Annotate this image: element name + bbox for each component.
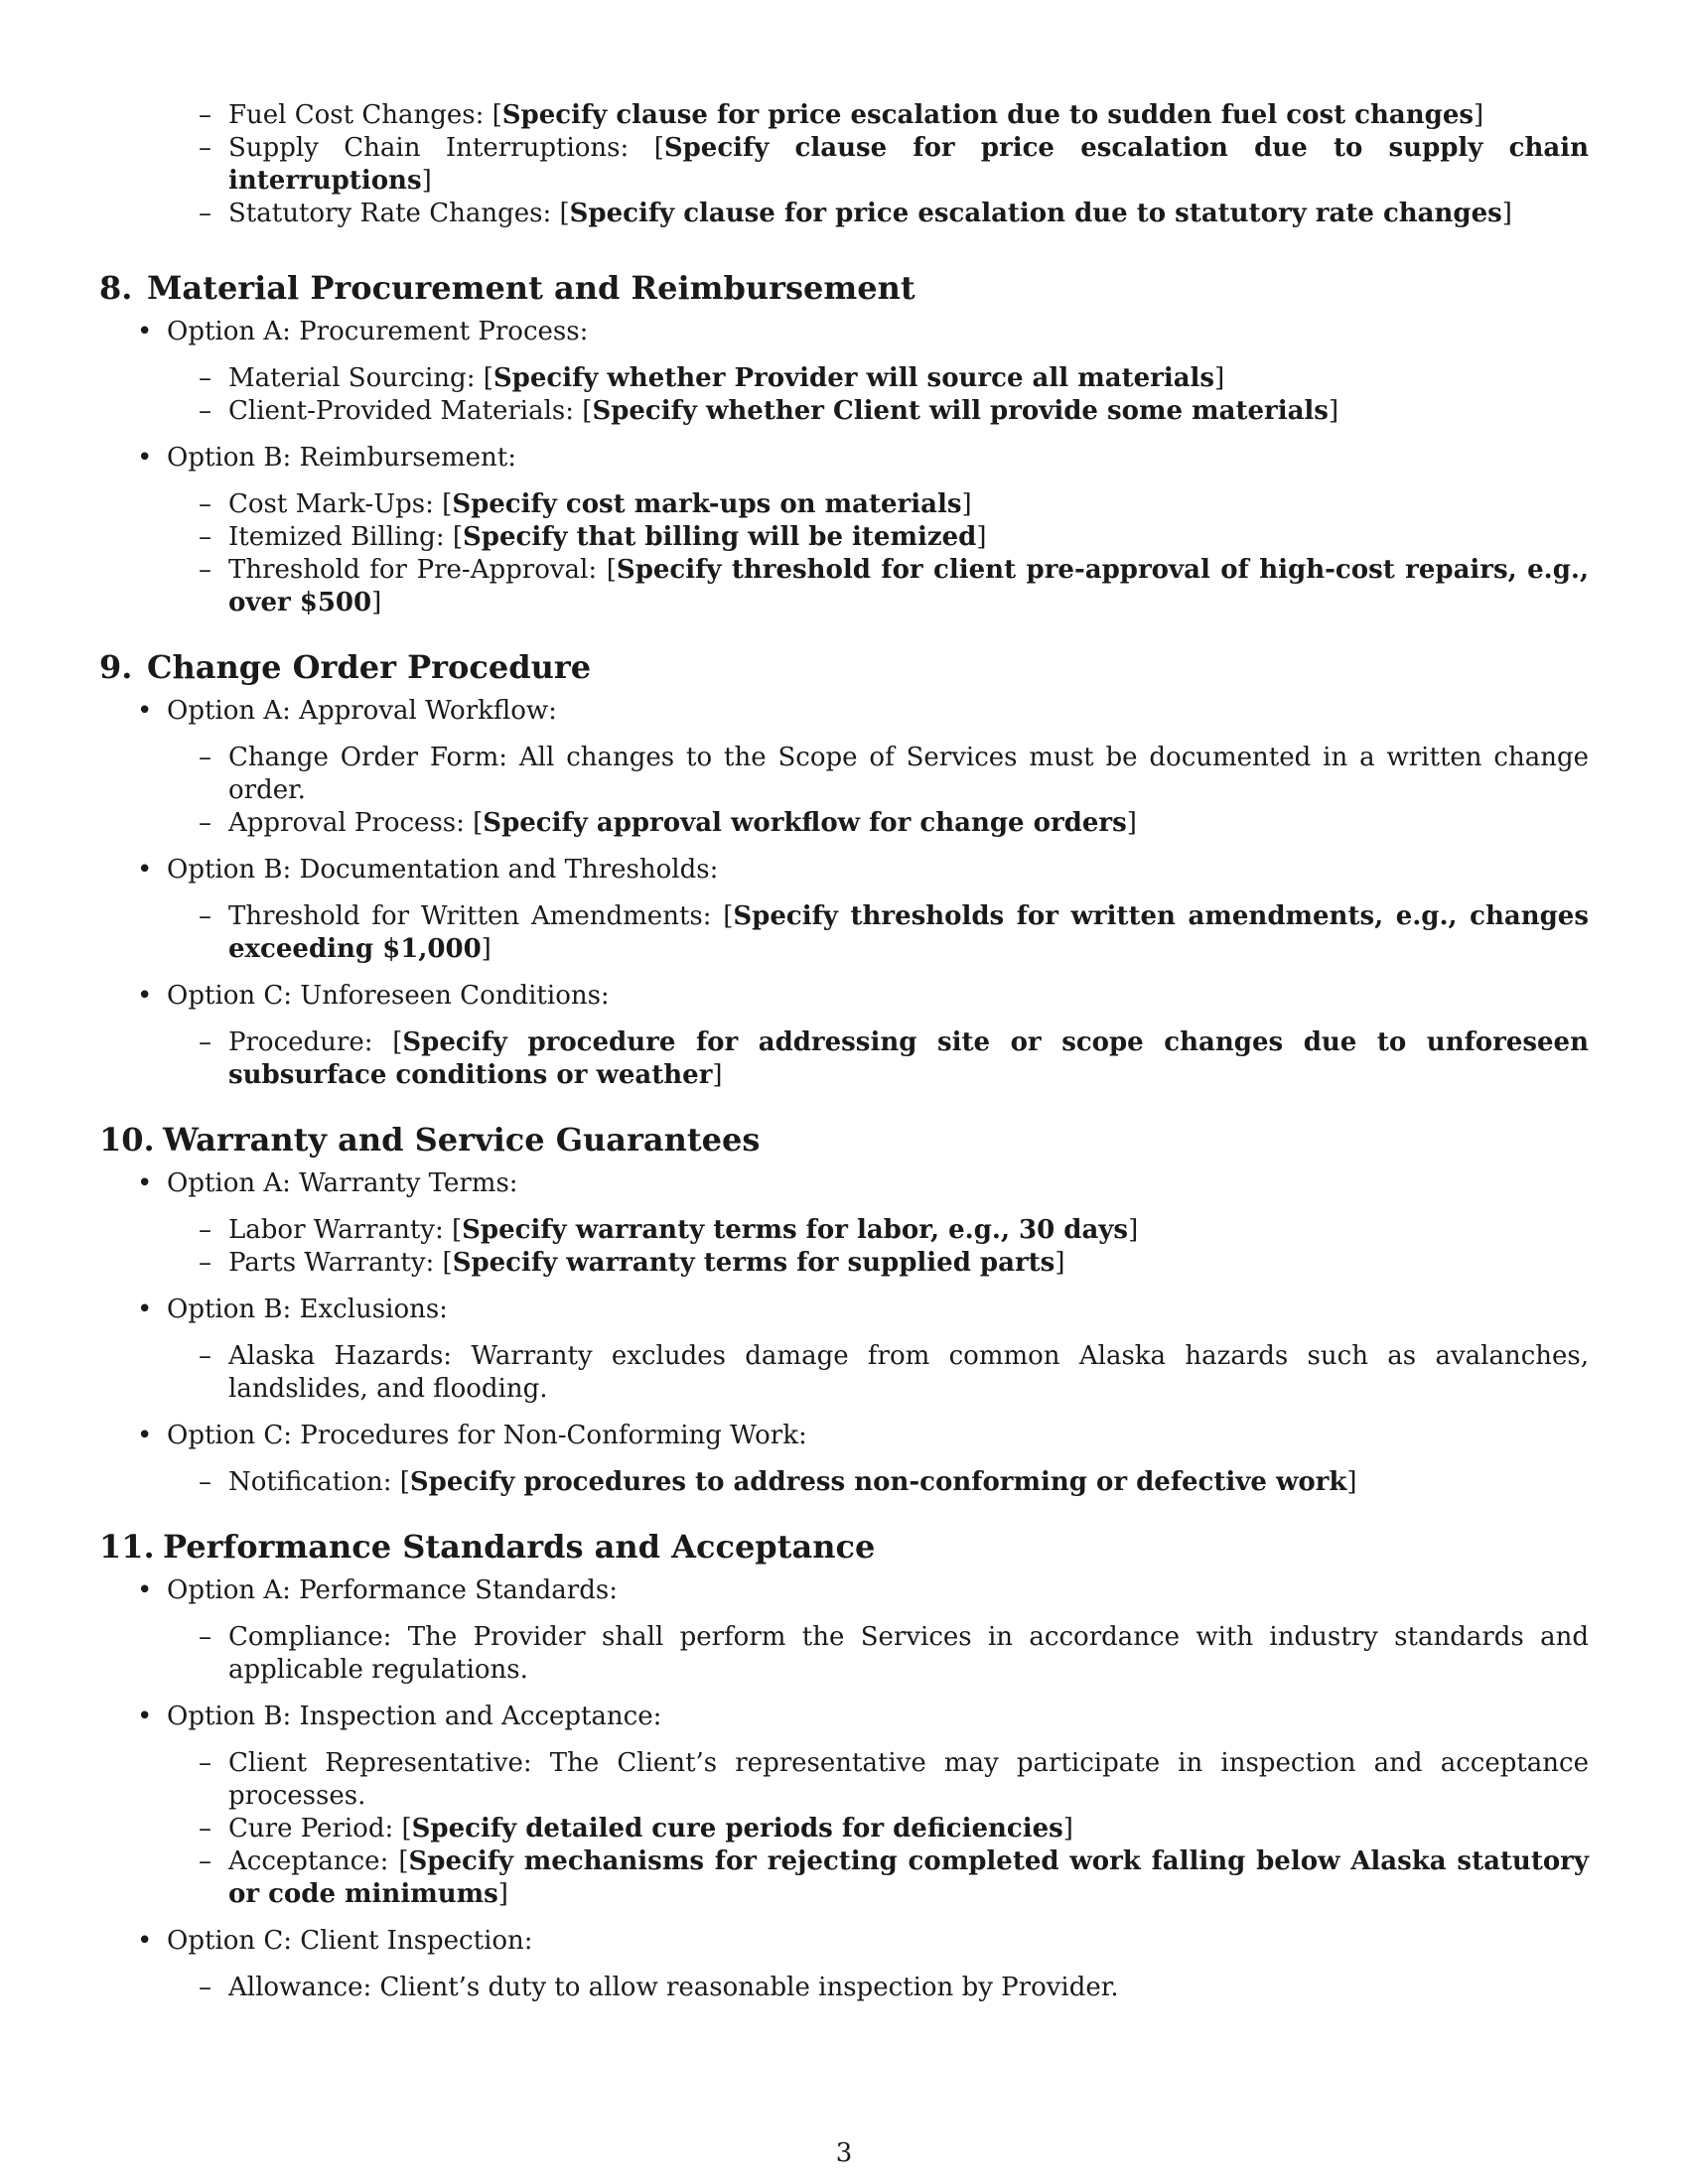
option-item (167, 1701, 1589, 1911)
option-list (99, 1167, 1589, 1499)
option-label: • Option C: Unforeseen Conditions: (167, 981, 610, 1011)
list-item: – Notification: [Specify procedures to address non-conforming or defective work] (228, 1466, 1589, 1499)
sub-list (167, 1466, 1589, 1499)
list-item: – Client Representative: The Client’s representative may participate in inspection and acceptance processes. (228, 1747, 1589, 1813)
option-label: • Option A: Procurement Process: (167, 317, 589, 346)
sub-list (167, 1214, 1589, 1280)
sub-list (167, 1026, 1589, 1092)
list-item: – Allowance: Client’s duty to allow reasonable inspection by Provider. (228, 1972, 1589, 2004)
list-item: – Change Order Form: All changes to the Scope of Services must be documented in a written change order. (228, 742, 1589, 807)
option-label: • Option B: Reimbursement: (167, 443, 516, 473)
section-8 (99, 268, 1589, 619)
option-item (167, 854, 1589, 966)
list-item: – Fuel Cost Changes: [Specify clause for price escalation due to sudden fuel cost changes] (228, 99, 1589, 132)
option-label: • Option C: Client Inspection: (167, 1926, 533, 1956)
option-item (167, 980, 1589, 1092)
sub-list (167, 1621, 1589, 1687)
option-label: • Option C: Procedures for Non-Conforming Work: (167, 1421, 807, 1450)
list-item: – Material Sourcing: [Specify whether Provider will source all materials] (228, 362, 1589, 395)
option-list (99, 695, 1589, 1092)
sub-list (167, 362, 1589, 428)
option-label: • Option B: Exclusions: (167, 1295, 448, 1324)
sub-list (167, 1340, 1589, 1406)
section-heading: 8. Material Procurement and Reimbursement (99, 269, 915, 307)
list-item: – Compliance: The Provider shall perform the Services in accordance with industry standards and applicable regulations. (228, 1621, 1589, 1687)
section-heading: 9. Change Order Procedure (99, 648, 592, 686)
list-item: – Labor Warranty: [Specify warranty terms for labor, e.g., 30 days] (228, 1214, 1589, 1247)
list-item: – Parts Warranty: [Specify warranty terms for supplied parts] (228, 1247, 1589, 1280)
list-item: – Procedure: [Specify procedure for addressing site or scope changes due to unforeseen subsurface conditions or weather] (228, 1026, 1589, 1092)
sub-list (167, 742, 1589, 840)
option-item (167, 1294, 1589, 1406)
option-item (167, 1574, 1589, 1687)
option-item (167, 442, 1589, 619)
sub-list (167, 900, 1589, 966)
option-label: • Option A: Performance Standards: (167, 1575, 618, 1605)
list-item: – Cost Mark-Ups: [Specify cost mark-ups on materials] (228, 488, 1589, 521)
option-item (167, 316, 1589, 428)
list-item: – Acceptance: [Specify mechanisms for rejecting completed work falling below Alaska statutory or code minimums] (228, 1845, 1589, 1911)
section-10 (99, 1120, 1589, 1499)
section-11 (99, 1527, 1589, 2004)
option-item (167, 1420, 1589, 1499)
page-number: 3 (835, 2138, 853, 2168)
option-item (167, 1167, 1589, 1280)
section-heading: 10. Warranty and Service Guarantees (99, 1121, 761, 1159)
sub-list (167, 1972, 1589, 2004)
section-9 (99, 647, 1589, 1092)
option-list (99, 1574, 1589, 2004)
option-item (167, 695, 1589, 840)
option-label: • Option B: Documentation and Thresholds: (167, 855, 719, 885)
option-label: • Option B: Inspection and Acceptance: (167, 1702, 662, 1731)
list-item: – Statutory Rate Changes: [Specify clause for price escalation due to statutory rate changes] (228, 198, 1589, 230)
list-item: – Threshold for Written Amendments: [Specify thresholds for written amendments, e.g., changes exceeding $1,000] (228, 900, 1589, 966)
option-list (99, 316, 1589, 619)
sub-list (167, 1747, 1589, 1911)
list-item: – Approval Process: [Specify approval workflow for change orders] (228, 807, 1589, 840)
continued-price-escalation-list (99, 99, 1589, 230)
list-item: – Threshold for Pre-Approval: [Specify threshold for client pre-approval of high-cost repairs, e.g., over $500] (228, 554, 1589, 619)
section-heading: 11. Performance Standards and Acceptance (99, 1528, 876, 1566)
list-item: – Itemized Billing: [Specify that billing will be itemized] (228, 521, 1589, 554)
list-item: – Cure Period: [Specify detailed cure periods for deficiencies] (228, 1813, 1589, 1845)
page-content (99, 99, 1589, 2018)
option-label: • Option A: Warranty Terms: (167, 1168, 518, 1198)
list-item: – Supply Chain Interruptions: [Specify clause for price escalation due to supply chain interruptions] (228, 132, 1589, 198)
list-item: – Client-Provided Materials: [Specify whether Client will provide some materials] (228, 395, 1589, 428)
option-item (167, 1925, 1589, 2004)
list-item: – Alaska Hazards: Warranty excludes damage from common Alaska hazards such as avalanches, landslides, and flooding. (228, 1340, 1589, 1406)
sub-list (167, 488, 1589, 619)
option-label: • Option A: Approval Workflow: (167, 696, 557, 726)
